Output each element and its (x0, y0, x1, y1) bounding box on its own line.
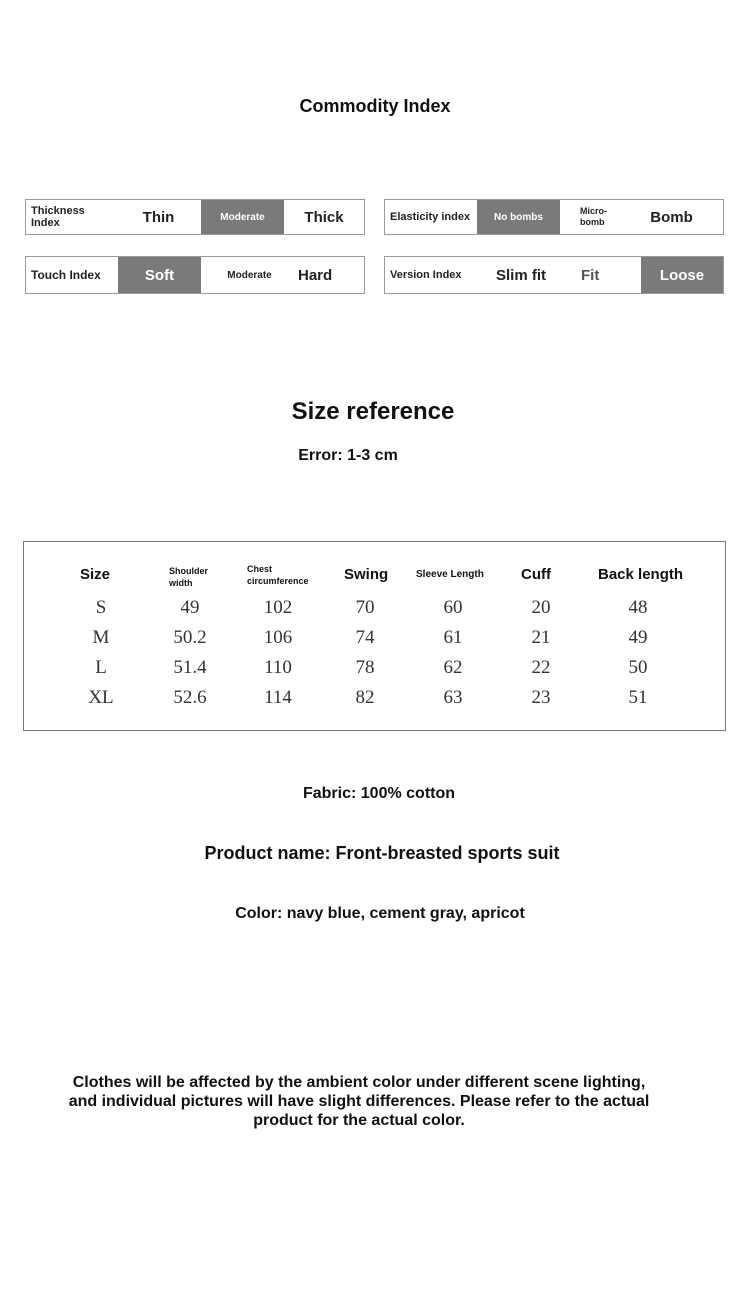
touch-option-soft: Soft (118, 257, 201, 293)
disclaimer-line-1: Clothes will be affected by the ambient color under different scene lighting, (72, 1074, 646, 1091)
table-cell: M (92, 627, 110, 648)
table-cell: 22 (531, 657, 551, 678)
table-cell: 78 (355, 657, 375, 678)
table-cell: 49 (628, 627, 648, 648)
touch-option-hard: Hard (298, 266, 333, 284)
table-cell: 48 (628, 597, 648, 618)
table-cell: 52.6 (173, 687, 207, 708)
header-cuff: Cuff (521, 566, 551, 583)
version-index-label: Version Index (390, 269, 462, 281)
version-index-row (384, 256, 724, 294)
table-cell: 110 (264, 657, 292, 678)
touch-option-moderate: Moderate (227, 269, 272, 281)
table-cell: 62 (443, 657, 463, 678)
table-cell: 106 (263, 627, 293, 648)
size-reference-error: Error: 1-3 cm (298, 447, 398, 464)
table-cell: 70 (355, 597, 375, 618)
commodity-index-title: Commodity Index (299, 96, 451, 116)
header-sleeve-length: Sleeve Length (416, 569, 484, 580)
table-cell: 23 (531, 687, 551, 708)
header-shoulder-width: Shoulder width (169, 566, 209, 588)
table-cell: 82 (355, 687, 375, 708)
table-cell: 61 (443, 627, 463, 648)
header-back-length: Back length (598, 566, 684, 583)
header-swing: Swing (344, 566, 389, 583)
thickness-option-thin: Thin (142, 208, 175, 226)
table-cell: 102 (263, 597, 293, 618)
elasticity-option-micro-bomb: Micro-bomb (580, 206, 607, 227)
table-cell: 50.2 (173, 627, 207, 648)
thickness-index-row (25, 199, 365, 235)
size-reference-title: Size reference (291, 398, 455, 425)
touch-index-label: Touch Index (31, 268, 101, 282)
thickness-option-moderate: Moderate (201, 200, 284, 234)
table-cell: 20 (531, 597, 551, 618)
product-name-text: Product name: Front-breasted sports suit (204, 843, 560, 863)
version-option-slim-fit: Slim fit (495, 266, 546, 284)
fabric-text: Fabric: 100% cotton (302, 785, 456, 802)
disclaimer-line-2: and individual pictures will have slight differences. Please refer to the actual (68, 1093, 650, 1110)
table-cell: S (95, 597, 107, 618)
disclaimer-line-3: product for the actual color. (253, 1112, 465, 1129)
header-chest-circumference: Chest circumference (247, 564, 309, 586)
table-cell: XL (88, 687, 114, 708)
size-table (23, 541, 726, 731)
color-text: Color: navy blue, cement gray, apricot (235, 905, 525, 922)
table-cell: 50 (628, 657, 648, 678)
elasticity-index-row (384, 199, 724, 235)
header-size: Size (80, 566, 111, 583)
elasticity-option-bomb: Bomb (650, 208, 693, 226)
table-cell: 63 (443, 687, 463, 708)
elasticity-index-label: Elasticity index (390, 211, 471, 223)
table-cell: 51 (628, 687, 648, 708)
disclaimer (0, 1073, 718, 1130)
table-cell: 21 (531, 627, 551, 648)
thickness-option-thick: Thick (304, 208, 344, 226)
thickness-index-label: Thickness Index (31, 205, 85, 229)
table-cell: 60 (443, 597, 463, 618)
table-cell: 49 (180, 597, 200, 618)
table-cell: 51.4 (173, 657, 207, 678)
table-cell: 74 (355, 627, 375, 648)
version-option-fit: Fit (581, 266, 600, 284)
table-cell: L (95, 657, 107, 678)
elasticity-option-no-bombs: No bombs (477, 200, 560, 234)
version-option-loose: Loose (641, 257, 723, 293)
table-cell: 114 (264, 687, 292, 708)
touch-index-row (25, 256, 365, 294)
